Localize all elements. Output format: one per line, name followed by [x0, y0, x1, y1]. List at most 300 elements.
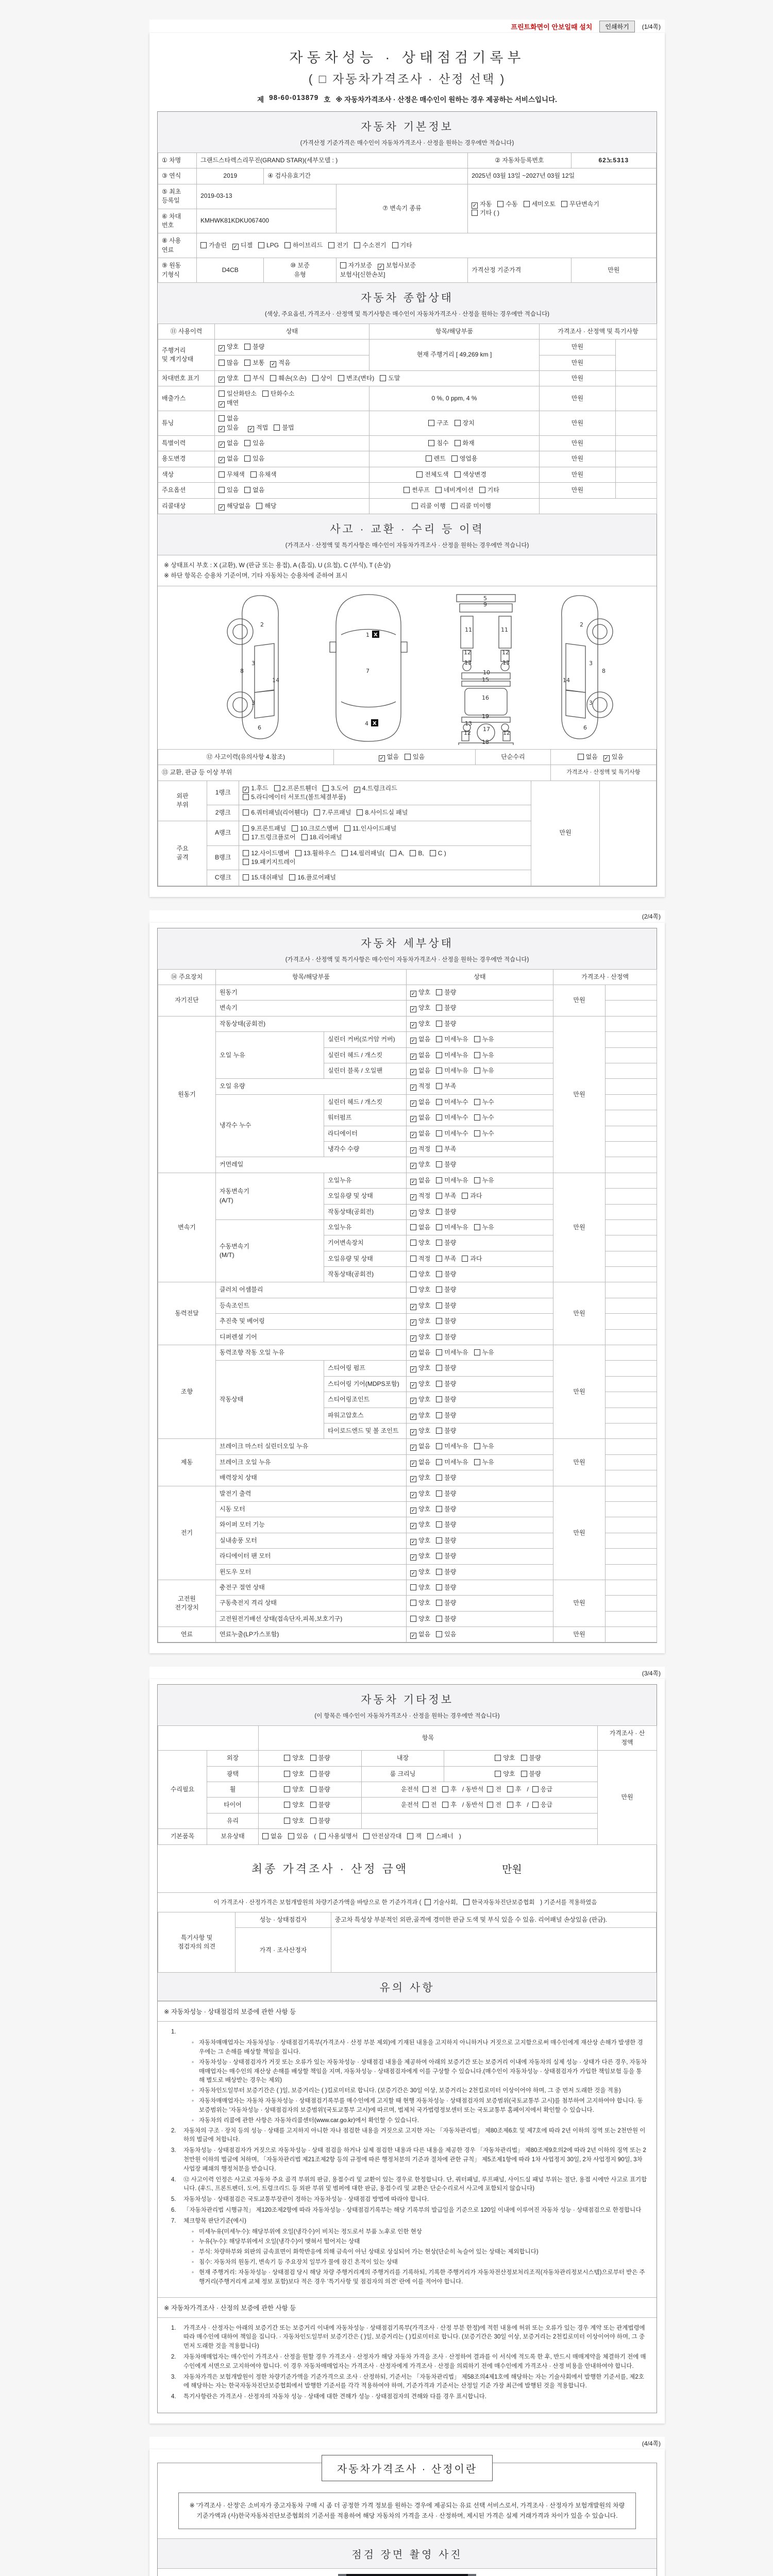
checkbox[interactable]: [410, 1286, 416, 1293]
checkbox[interactable]: [219, 471, 225, 478]
checkbox[interactable]: [462, 1256, 468, 1262]
checkbox[interactable]: [243, 859, 249, 865]
checkbox-option: [474, 1129, 494, 1138]
checkbox[interactable]: [392, 242, 398, 248]
svg-text:13: 13: [464, 659, 472, 666]
checkbox[interactable]: [436, 989, 442, 995]
svg-text:3: 3: [251, 699, 255, 706]
checkbox[interactable]: [404, 487, 410, 493]
checkbox[interactable]: [436, 1240, 442, 1246]
cell: 와이퍼 모터 기능: [216, 1517, 407, 1533]
option-label: 8.사이드실 패널: [365, 809, 408, 817]
checkbox[interactable]: [357, 809, 363, 816]
checkbox[interactable]: [436, 1506, 442, 1512]
checkbox-checked[interactable]: ✓: [411, 1084, 416, 1091]
checkbox[interactable]: [532, 1802, 539, 1808]
checkbox[interactable]: [436, 1224, 442, 1230]
checkbox[interactable]: [354, 242, 360, 248]
checkbox-option: [410, 1239, 430, 1247]
checkbox-checked[interactable]: ✓: [411, 1022, 416, 1028]
checkbox[interactable]: [436, 1537, 442, 1544]
checkbox[interactable]: [436, 1569, 442, 1575]
checkbox[interactable]: [436, 1318, 442, 1324]
checkbox[interactable]: [479, 487, 485, 493]
checkbox-checked[interactable]: ✓: [411, 1429, 416, 1435]
checkbox[interactable]: [436, 1428, 442, 1434]
checkbox-checked[interactable]: ✓: [411, 1194, 416, 1201]
checkbox-option: [410, 1020, 430, 1028]
checkbox[interactable]: [342, 850, 348, 856]
checkbox[interactable]: [284, 1802, 290, 1808]
checkbox-checked[interactable]: ✓: [379, 755, 384, 761]
option-label: 스패너: [435, 1833, 453, 1840]
checkbox-option: [428, 439, 448, 448]
checkbox[interactable]: [310, 1786, 316, 1792]
checkbox-option: [410, 849, 424, 858]
checkbox[interactable]: [292, 825, 298, 832]
checkbox-option: [310, 1817, 330, 1825]
checkbox-option: [463, 1898, 534, 1907]
checkbox[interactable]: [410, 1256, 416, 1262]
checkbox[interactable]: [451, 455, 458, 462]
checkbox-checked[interactable]: ✓: [411, 1038, 416, 1044]
option-label: 3.도어: [331, 784, 348, 792]
checkbox-option: [410, 1098, 430, 1107]
checkbox[interactable]: [410, 1224, 416, 1230]
checkbox[interactable]: [244, 487, 250, 493]
checkbox[interactable]: [410, 1616, 416, 1622]
checkbox[interactable]: [436, 1616, 442, 1622]
checkbox[interactable]: [578, 754, 584, 760]
checkbox-option: [200, 241, 227, 250]
checkbox-group-cell: [444, 1766, 598, 1782]
checkbox[interactable]: [436, 1209, 442, 1215]
checkbox[interactable]: [344, 825, 350, 832]
checkbox-checked[interactable]: ✓: [411, 1366, 416, 1373]
checkbox[interactable]: [497, 201, 503, 207]
checkbox[interactable]: [507, 1802, 513, 1808]
checkbox[interactable]: [312, 375, 318, 381]
checkbox[interactable]: [455, 420, 461, 426]
checkbox[interactable]: [270, 375, 276, 381]
checkbox[interactable]: [425, 1899, 431, 1905]
checkbox[interactable]: [487, 1802, 493, 1808]
checkbox[interactable]: [380, 375, 386, 381]
checkbox-option: [219, 343, 239, 351]
checkbox[interactable]: [474, 1067, 480, 1074]
option-label: 미세누유: [444, 1036, 468, 1043]
checkbox[interactable]: [474, 1036, 480, 1042]
checkbox-checked[interactable]: ✓: [411, 1507, 416, 1514]
checkbox-checked[interactable]: ✓: [411, 1053, 416, 1060]
option-label: 영업용: [459, 455, 478, 463]
checkbox[interactable]: [474, 1177, 480, 1183]
checkbox[interactable]: [436, 1036, 442, 1042]
checkbox[interactable]: [561, 201, 567, 207]
checkbox[interactable]: [463, 1899, 469, 1905]
checkbox-checked[interactable]: ✓: [411, 1523, 416, 1530]
checkbox[interactable]: [474, 1224, 480, 1230]
checkbox[interactable]: [338, 375, 344, 381]
svg-text:12: 12: [503, 729, 510, 736]
checkbox-checked[interactable]: ✓: [219, 504, 224, 511]
checkbox[interactable]: [474, 1114, 480, 1121]
checkbox-option: [340, 261, 372, 270]
checkbox[interactable]: [451, 503, 458, 509]
checkbox[interactable]: [521, 1755, 527, 1761]
cell: 실내송풍 모터: [216, 1533, 407, 1548]
checkbox-checked[interactable]: ✓: [378, 264, 383, 270]
checkbox[interactable]: [462, 1193, 468, 1199]
checkbox[interactable]: [310, 1755, 316, 1761]
checkbox-checked[interactable]: ✓: [219, 345, 224, 352]
checkbox-checked[interactable]: ✓: [355, 786, 360, 793]
svg-text:X: X: [373, 720, 377, 726]
checkbox-checked[interactable]: ✓: [411, 1382, 416, 1388]
checkbox[interactable]: [256, 503, 262, 509]
option-label: 누유: [482, 1036, 494, 1043]
checkbox[interactable]: [390, 850, 396, 856]
checkbox-group-cell: [407, 1001, 553, 1016]
checkbox-checked[interactable]: ✓: [233, 244, 238, 250]
checkbox[interactable]: [436, 1130, 442, 1137]
checkbox[interactable]: [474, 1459, 480, 1465]
option-label: 적정: [418, 1255, 431, 1262]
checkbox[interactable]: [436, 1365, 442, 1371]
checkbox[interactable]: [243, 809, 249, 816]
checkbox-checked[interactable]: ✓: [411, 1147, 416, 1154]
checkbox-checked[interactable]: ✓: [248, 426, 254, 432]
checkbox[interactable]: [436, 1099, 442, 1105]
checkbox-checked[interactable]: ✓: [411, 1131, 416, 1138]
checkbox-checked[interactable]: ✓: [411, 1116, 416, 1123]
checkbox[interactable]: [435, 487, 442, 493]
checkbox[interactable]: [423, 1802, 429, 1808]
checkbox[interactable]: [243, 834, 249, 840]
checkbox-checked[interactable]: ✓: [219, 426, 224, 432]
checkbox[interactable]: [219, 360, 225, 366]
checkbox[interactable]: [200, 242, 207, 248]
checkbox[interactable]: [436, 1349, 442, 1355]
svg-text:3: 3: [589, 699, 593, 706]
checkbox[interactable]: [423, 1786, 429, 1792]
checkbox[interactable]: [284, 1818, 290, 1824]
document-subtitle: ( □ 자동차가격조사 · 산정 선택 ): [308, 72, 506, 86]
checkbox[interactable]: [436, 1286, 442, 1293]
checkbox[interactable]: [284, 1771, 290, 1777]
checkbox[interactable]: [244, 344, 250, 350]
option-label: 전: [495, 1801, 501, 1809]
option-label: 부족: [444, 1192, 457, 1200]
checkbox[interactable]: [436, 1631, 442, 1637]
checkbox[interactable]: [244, 440, 250, 446]
checkbox-checked[interactable]: ✓: [411, 1335, 416, 1342]
option-label: 양호: [418, 1474, 431, 1482]
checkbox[interactable]: [442, 1786, 448, 1792]
checkbox[interactable]: [243, 850, 249, 856]
checkbox[interactable]: [289, 874, 295, 880]
checkbox[interactable]: [436, 1193, 442, 1199]
checkbox-option: [436, 1208, 456, 1216]
checkbox-option: [354, 784, 397, 793]
checkbox-checked[interactable]: ✓: [411, 991, 416, 997]
price-cell: 만원: [540, 483, 616, 498]
checkbox[interactable]: [521, 1771, 527, 1777]
checkbox-option: [436, 1568, 456, 1577]
option-label: 불량: [444, 1599, 457, 1607]
checkbox[interactable]: [219, 487, 225, 493]
checkbox-group-cell: [369, 498, 540, 514]
checkbox[interactable]: [323, 785, 329, 791]
checkbox-checked[interactable]: ✓: [411, 1006, 416, 1013]
checkbox[interactable]: [436, 1271, 442, 1277]
cell: 작동상태(공회전): [216, 1016, 407, 1031]
price-cell: 만원: [540, 436, 616, 451]
checkbox-checked[interactable]: ✓: [411, 1319, 416, 1326]
checkbox-option: [436, 1630, 456, 1639]
checkbox-checked[interactable]: ✓: [411, 1538, 416, 1545]
checkbox-checked[interactable]: ✓: [411, 1445, 416, 1451]
cell: 자동변속기 (A/T): [216, 1173, 324, 1219]
section-basic-info: [158, 112, 657, 153]
checkbox[interactable]: [410, 1600, 416, 1606]
option-label: 부족: [444, 1082, 457, 1090]
checkbox-option: [436, 1239, 456, 1247]
checkbox[interactable]: [262, 1833, 268, 1839]
checkbox[interactable]: [274, 785, 280, 791]
photo-row-1: [158, 2569, 657, 2576]
option-label: 양호: [227, 375, 239, 382]
checkbox-checked[interactable]: ✓: [411, 1460, 416, 1467]
checkbox[interactable]: [284, 242, 291, 248]
checkbox[interactable]: [436, 1553, 442, 1559]
notice-subitem: ◦ 자동차성능 · 상태점검자가 거짓 또는 오류가 있는 자동차성능 · 상태점검 내용을 제공하여 아래의 보증기간 또는 보증거리 이내에 자동차의 실제 성능 · 상태가 다른 경우, 자동차매매업자는 매수인의 재산상 손해를 배상할 책임을 지며, 자동차성능 · 상태점검자에게 이를 구상할 수 있습니다.(매수인이 자동차성능 · 상태점검자가 가입한 책임보험 등을 통해 별도로 배상받는 경우는 제외): [192, 2059, 647, 2084]
checkbox[interactable]: [243, 794, 249, 800]
checkbox-checked[interactable]: ✓: [411, 1351, 416, 1358]
checkbox[interactable]: [442, 1802, 448, 1808]
checkbox[interactable]: [301, 834, 308, 840]
checkbox-checked[interactable]: ✓: [219, 442, 224, 448]
checkbox[interactable]: [436, 1521, 442, 1528]
print-button[interactable]: 인쇄하기: [599, 21, 634, 32]
cell: [606, 1486, 657, 1501]
checkbox[interactable]: [288, 1833, 294, 1839]
checkbox[interactable]: [436, 1475, 442, 1481]
option-label: 불량: [444, 1317, 457, 1325]
checkbox[interactable]: [436, 1146, 442, 1152]
checkbox[interactable]: [363, 1833, 369, 1839]
checkbox[interactable]: [474, 1052, 480, 1058]
checkbox[interactable]: [436, 1584, 442, 1590]
checkbox-checked[interactable]: ✓: [411, 1476, 416, 1483]
checkbox[interactable]: [244, 360, 250, 366]
checkbox[interactable]: [405, 754, 411, 760]
checkbox[interactable]: [436, 1052, 442, 1058]
checkbox[interactable]: [436, 1443, 442, 1449]
cell: [606, 1408, 657, 1423]
checkbox[interactable]: [410, 850, 416, 856]
checkbox[interactable]: [436, 1600, 442, 1606]
checkbox[interactable]: [310, 1818, 316, 1824]
checkbox-option: [410, 1301, 430, 1310]
checkbox[interactable]: [474, 1099, 480, 1105]
checkbox[interactable]: [340, 262, 346, 268]
checkbox[interactable]: [436, 1114, 442, 1121]
checkbox-checked[interactable]: ✓: [411, 1163, 416, 1170]
option-label: 미세누수: [444, 1114, 468, 1122]
checkbox[interactable]: [274, 425, 280, 431]
checkbox[interactable]: [416, 471, 423, 478]
checkbox-checked[interactable]: ✓: [411, 1492, 416, 1498]
checkbox-option: [436, 1301, 456, 1310]
checkbox[interactable]: [243, 874, 249, 880]
checkbox[interactable]: [410, 1584, 416, 1590]
option-label: 미세누유: [444, 1051, 468, 1059]
checkbox-option: [436, 1176, 468, 1185]
checkbox[interactable]: [426, 455, 432, 462]
checkbox-checked[interactable]: ✓: [472, 202, 477, 209]
checkbox[interactable]: [427, 1833, 433, 1839]
checkbox[interactable]: [436, 1459, 442, 1465]
checkbox[interactable]: [320, 1833, 326, 1839]
checkbox-option: [436, 1615, 456, 1623]
checkbox-option: [410, 1317, 430, 1326]
checkbox[interactable]: [219, 415, 225, 421]
checkbox[interactable]: [284, 1755, 290, 1761]
checkbox[interactable]: [495, 1755, 501, 1761]
checkbox-group-cell: [215, 498, 369, 514]
cell: 연료누출(LP가스포함): [216, 1627, 407, 1642]
checkbox-group-cell: [369, 411, 540, 436]
checkbox[interactable]: [412, 503, 418, 509]
cell: 오일누유: [324, 1173, 407, 1188]
cell: 시동 모터: [216, 1501, 407, 1517]
checkbox[interactable]: [487, 1786, 493, 1792]
checkbox[interactable]: [262, 391, 268, 397]
checkbox-group-cell: [444, 1751, 598, 1766]
checkbox[interactable]: [507, 1786, 513, 1792]
option-label: 적정: [418, 1145, 431, 1153]
checkbox[interactable]: [407, 1833, 413, 1839]
checkbox-checked[interactable]: ✓: [411, 1210, 416, 1216]
checkbox[interactable]: [474, 1130, 480, 1137]
document-root: [149, 0, 665, 2576]
checkbox[interactable]: [314, 809, 320, 816]
checkbox-option: [436, 1317, 456, 1326]
checkbox-checked[interactable]: ✓: [411, 1178, 416, 1185]
checkbox-option: [532, 1785, 552, 1794]
checkbox[interactable]: [310, 1771, 316, 1777]
checkbox[interactable]: [436, 1005, 442, 1011]
checkbox-checked[interactable]: ✓: [411, 1303, 416, 1310]
option-label: 양호: [418, 1317, 431, 1325]
checkbox-checked[interactable]: ✓: [219, 377, 224, 383]
checkbox-checked[interactable]: ✓: [219, 401, 224, 408]
checkbox[interactable]: [250, 471, 257, 478]
checkbox-checked[interactable]: ✓: [411, 1633, 416, 1639]
cell: KMHWK81KDKU067400: [197, 209, 337, 233]
checkbox[interactable]: [524, 201, 530, 207]
checkbox-option: [521, 1754, 541, 1762]
cell: [606, 1032, 657, 1047]
checkbox[interactable]: [258, 242, 264, 248]
checkbox[interactable]: [243, 825, 249, 832]
price-cell: 만원: [553, 1486, 606, 1580]
checkbox[interactable]: [436, 1161, 442, 1167]
checkbox-option: [426, 454, 446, 463]
checkbox-option: [410, 1113, 430, 1122]
option-label: 불량: [444, 1270, 457, 1278]
checkbox[interactable]: [474, 1349, 480, 1355]
checkbox[interactable]: [436, 1067, 442, 1074]
cell: 디퍼렌셜 기어: [216, 1329, 407, 1345]
checkbox-checked[interactable]: ✓: [411, 1413, 416, 1420]
checkbox-option: [232, 241, 253, 250]
checkbox[interactable]: [428, 420, 434, 426]
checkbox[interactable]: [328, 242, 334, 248]
checkbox[interactable]: [436, 1021, 442, 1027]
checkbox[interactable]: [436, 1381, 442, 1387]
checkbox[interactable]: [428, 440, 434, 446]
checkbox[interactable]: [219, 391, 225, 397]
checkbox[interactable]: [244, 375, 250, 381]
checkbox[interactable]: [430, 850, 436, 856]
checkbox-checked[interactable]: ✓: [411, 1100, 416, 1107]
checkbox-checked[interactable]: ✓: [411, 1554, 416, 1561]
checkbox-checked[interactable]: ✓: [411, 1069, 416, 1076]
section-title: 사고 · 교환 · 수리 등 이력: [330, 523, 484, 535]
checkbox-group-cell: [407, 1314, 553, 1329]
checkbox[interactable]: [436, 1490, 442, 1497]
checkbox-checked[interactable]: ✓: [411, 1398, 416, 1404]
checkbox-option: [416, 470, 448, 479]
checkbox[interactable]: [310, 1802, 316, 1808]
checkbox[interactable]: [436, 1083, 442, 1089]
checkbox[interactable]: [410, 1240, 416, 1246]
checkbox-checked[interactable]: ✓: [604, 755, 609, 761]
option-label: 누유: [482, 1458, 494, 1466]
checkbox[interactable]: [244, 455, 250, 462]
checkbox[interactable]: [436, 1302, 442, 1309]
column-header: 가격조사 · 산 정액: [598, 1726, 657, 1751]
checkbox[interactable]: [532, 1786, 539, 1792]
checkbox[interactable]: [436, 1412, 442, 1418]
checkbox[interactable]: [436, 1396, 442, 1402]
checkbox-checked[interactable]: ✓: [243, 786, 248, 793]
checkbox[interactable]: [436, 1177, 442, 1183]
checkbox[interactable]: [284, 1786, 290, 1792]
checkbox[interactable]: [495, 1771, 501, 1777]
checkbox-checked[interactable]: ✓: [219, 457, 224, 464]
option-label: 불량: [318, 1817, 330, 1824]
option-label: 많음: [227, 359, 239, 366]
checkbox[interactable]: [455, 471, 461, 478]
checkbox[interactable]: [295, 850, 301, 856]
checkbox-checked[interactable]: ✓: [411, 1570, 416, 1577]
checkbox[interactable]: [474, 1443, 480, 1449]
checkbox[interactable]: [436, 1256, 442, 1262]
checkbox[interactable]: [472, 210, 478, 216]
cell: D4CB: [197, 258, 264, 283]
checkbox[interactable]: [410, 1271, 416, 1277]
option-label: 불량: [444, 1411, 457, 1419]
checkbox-checked[interactable]: ✓: [271, 361, 276, 367]
checkbox[interactable]: [455, 440, 461, 446]
section-title: 자동차 기타정보: [361, 1694, 453, 1706]
cell: 내장: [362, 1751, 444, 1766]
cell: 오일 누유: [216, 1032, 324, 1079]
checkbox[interactable]: [436, 1334, 442, 1340]
